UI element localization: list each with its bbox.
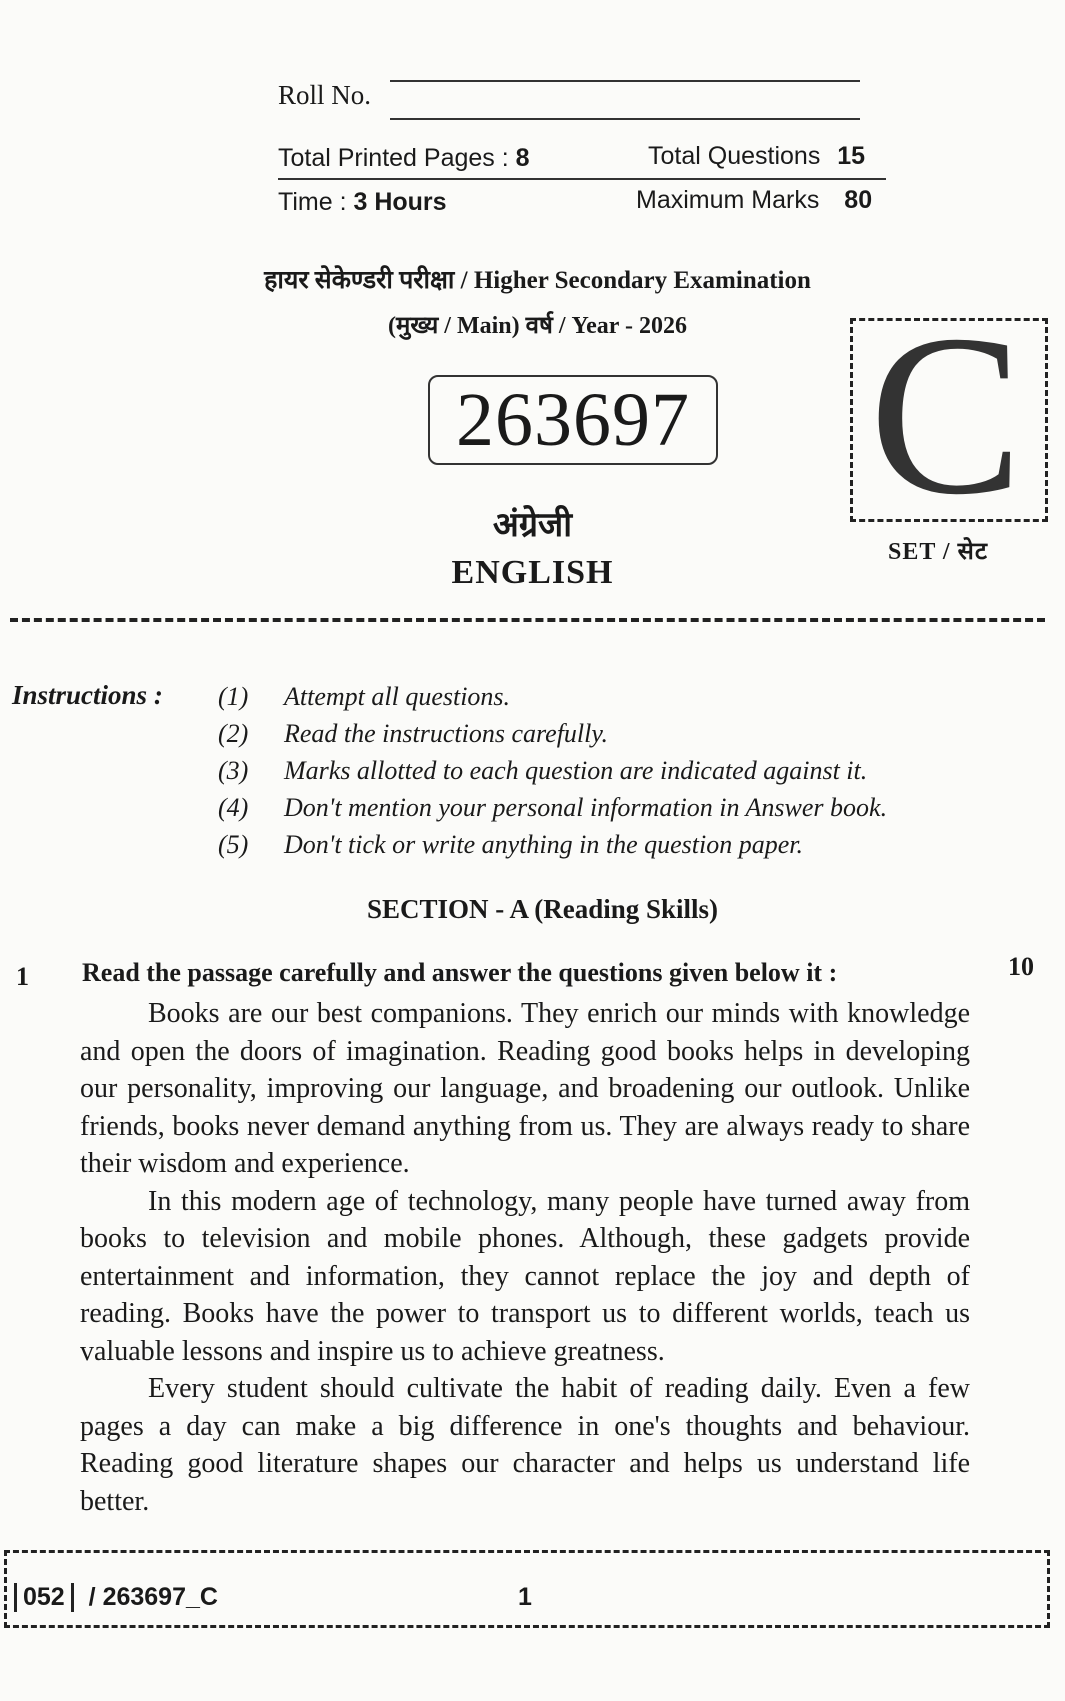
instruction-item: (4) Don't mention your personal information in Answer book. — [218, 793, 888, 822]
total-pages-value: 8 — [515, 144, 530, 172]
time-value: 3 Hours — [353, 188, 447, 216]
passage-paragraph: Books are our best companions. They enrich our minds with knowledge and open the doors of imagination. Reading good books helps in developing our personality, improving our language, and broadening our outlook. Unlike friends, books never demand anything from us. They are always ready to share their wisdom and experience. — [80, 998, 970, 1179]
page-number: 1 — [518, 1583, 532, 1611]
time — [278, 188, 447, 217]
question-marks: 10 — [1008, 952, 1034, 981]
reading-passage — [80, 995, 970, 1520]
passage-paragraph: In this modern age of technology, many people have turned away from books to television and mobile phones. Although, these gadgets provide entertainment and information, they cannot replace the joy and depth of reading. Books have the power to transport us to different worlds, teach us valuable lessons and inspire us to achieve greatness. — [80, 1185, 970, 1367]
total-pages — [278, 144, 530, 173]
total-questions-value: 15 — [837, 142, 866, 170]
footer-paper-ref: / 263697_C — [88, 1583, 218, 1611]
instructions-label: Instructions : — [12, 680, 163, 710]
roll-no-label: Roll No. — [278, 80, 372, 110]
maximum-marks — [636, 186, 872, 215]
question-text: Read the passage carefully and answer the questions given below it : — [82, 958, 838, 987]
section-title: SECTION - A (Reading Skills) — [366, 894, 719, 924]
instruction-item: (3) Marks allotted to each question are indicated against it. — [218, 756, 868, 785]
passage-paragraph: Every student should cultivate the habit of reading daily. Even a few pages a day can make a big difference in one's thoughts and behaviour. Reading good literature shapes our character and helps us understand life better. — [80, 1373, 970, 1517]
footer-code-number: 052 — [14, 1583, 74, 1612]
footer-code — [14, 1583, 218, 1612]
total-questions — [648, 142, 865, 171]
exam-year: (मुख्य / Main) वर्ष / Year - 2026 — [387, 313, 688, 339]
roll-no-line-bottom — [390, 118, 860, 120]
exam-title: हायर सेकेण्डरी परीक्षा / Higher Secondary Examination — [264, 267, 811, 294]
total-pages-label: Total Printed Pages : — [278, 144, 509, 172]
divider — [10, 618, 1045, 622]
subject-english: ENGLISH — [451, 554, 614, 591]
roll-no-line-top — [390, 80, 860, 82]
time-label: Time : — [278, 188, 347, 216]
question-number: 1 — [16, 962, 29, 991]
instruction-item: (2) Read the instructions carefully. — [218, 719, 608, 748]
subject-hindi: अंग्रेजी — [492, 507, 573, 544]
total-questions-label: Total Questions — [648, 142, 821, 170]
maximum-marks-label: Maximum Marks — [636, 186, 820, 214]
instructions-list — [218, 678, 887, 863]
maximum-marks-value: 80 — [844, 186, 873, 214]
instruction-item: (1) Attempt all questions. — [218, 682, 511, 711]
set-letter: C — [869, 287, 1023, 542]
set-label: SET / सेट — [888, 539, 988, 565]
instruction-item: (5) Don't tick or write anything in the question paper. — [218, 830, 804, 859]
paper-code: 263697 — [428, 375, 718, 465]
header-rule — [278, 178, 886, 180]
